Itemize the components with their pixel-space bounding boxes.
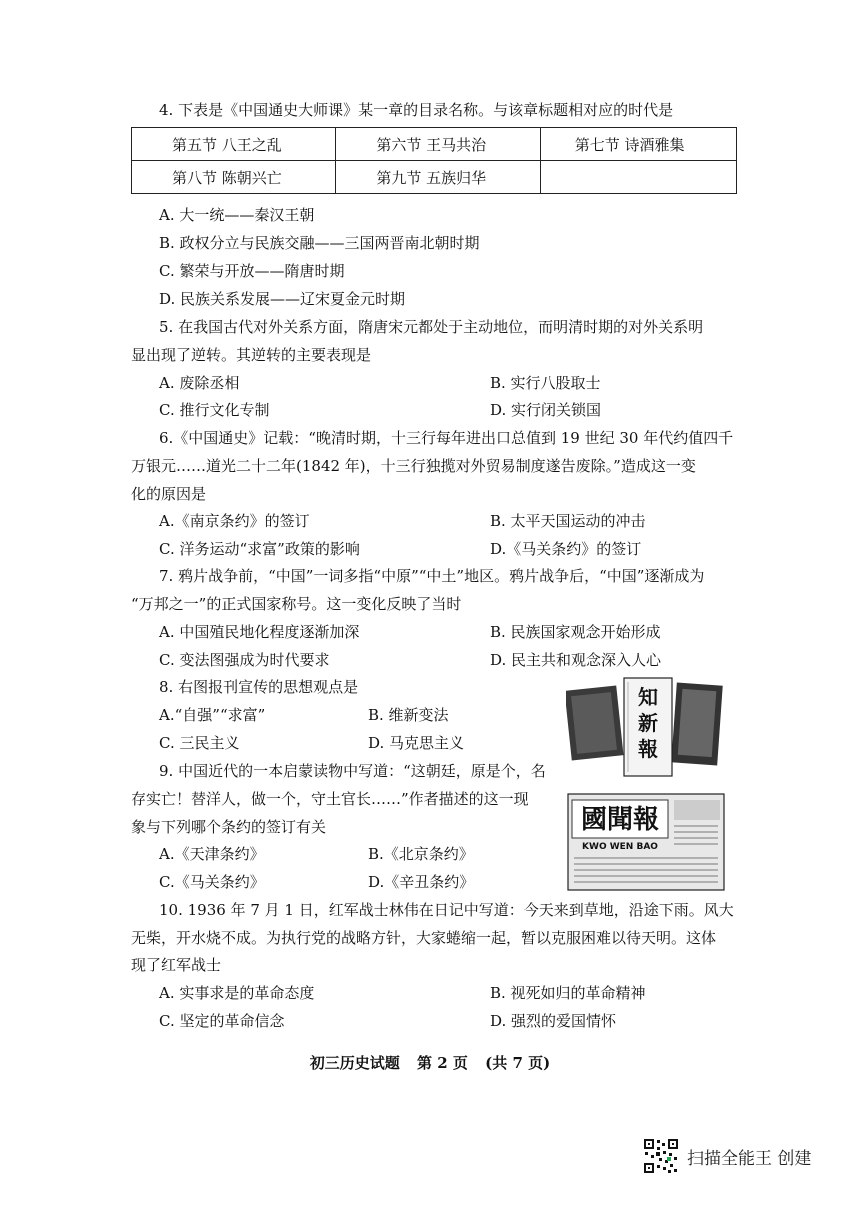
footer-page: 第 2 页 bbox=[417, 1054, 468, 1072]
dark-book-icon bbox=[671, 682, 722, 765]
table-cell: 第五节 八王之乱 bbox=[132, 128, 336, 161]
q6-option-c: C. 洋务运动“求富”政策的影响 bbox=[159, 540, 360, 558]
q4-option-b: B. 政权分立与民族交融——三国两晋南北朝时期 bbox=[159, 234, 480, 252]
q7-stem-line2: “万邦之一”的正式国家称号。这一变化反映了当时 bbox=[131, 595, 462, 613]
table-row bbox=[132, 161, 737, 194]
q7-stem-line1: 7. 鸦片战争前，“中国”一词多指“中原”“中土”地区。鸦片战争后，“中国”逐渐成为 bbox=[159, 567, 705, 585]
q9-stem-line2: 存实亡！替洋人，做一个，守土官长……”作者描述的这一现 bbox=[131, 790, 529, 808]
q10-option-a: A. 实事求是的革命态度 bbox=[159, 984, 315, 1002]
table-cell: 第九节 五族归华 bbox=[336, 161, 540, 194]
q6-option-d: D.《马关条约》的签订 bbox=[490, 540, 642, 558]
q4-option-d: D. 民族关系发展——辽宋夏金元时期 bbox=[159, 290, 406, 308]
newspaper-title-glyph: 報 bbox=[638, 737, 658, 761]
q7-option-b: B. 民族国家观念开始形成 bbox=[490, 623, 661, 641]
qr-code-icon bbox=[643, 1138, 679, 1174]
table-cell: 第七节 诗酒雅集 bbox=[540, 128, 736, 161]
newspaper-title-glyph: 新 bbox=[638, 711, 658, 735]
watermark-text: 扫描全能王 创建 bbox=[687, 1148, 812, 1169]
q10-option-b: B. 视死如归的革命精神 bbox=[490, 984, 646, 1002]
q10-stem-line3: 现了红军战士 bbox=[131, 956, 222, 974]
q9-stem-line1: 9. 中国近代的一本启蒙读物中写道：“这朝廷，原是个，名 bbox=[159, 762, 546, 780]
q5-option-d: D. 实行闭关锁国 bbox=[490, 401, 602, 419]
table-row bbox=[132, 128, 737, 161]
q5-option-a: A. 废除丞相 bbox=[159, 374, 240, 392]
q4-option-a: A. 大一统——秦汉王朝 bbox=[159, 206, 315, 224]
q8-option-b: B. 维新变法 bbox=[368, 706, 449, 724]
q6-stem-line1: 6.《中国通史》记载：“晚清时期，十三行每年进出口总值到 19 世纪 30 年代约值四千 bbox=[159, 429, 734, 447]
q9-option-d: D.《辛丑条约》 bbox=[368, 873, 475, 891]
page-footer bbox=[0, 1052, 860, 1073]
q7-option-d: D. 民主共和观念深入人心 bbox=[490, 651, 662, 669]
q10-option-c: C. 坚定的革命信念 bbox=[159, 1012, 285, 1030]
q7-option-a: A. 中国殖民地化程度逐渐加深 bbox=[159, 623, 360, 641]
q9-stem-line3: 象与下列哪个条约的签订有关 bbox=[131, 818, 327, 836]
q10-stem-line1: 10. 1936 年 7 月 1 日，红军战士林伟在日记中写道：今天来到草地，沿途下雨。风大 bbox=[159, 901, 734, 919]
scanner-watermark bbox=[643, 1138, 811, 1174]
table-cell bbox=[540, 161, 736, 194]
q9-option-b: B.《北京条约》 bbox=[368, 845, 474, 863]
newspaper-title-char bbox=[638, 685, 658, 761]
zhixinbao-newspaper bbox=[624, 678, 672, 776]
q5-option-c: C. 推行文化专制 bbox=[159, 401, 270, 419]
q10-stem-line2: 无柴，开水烧不成。为执行党的战略方针，大家蜷缩一起，暂以克服困难以待天明。这体 bbox=[131, 929, 717, 947]
q9-option-a: A.《天津条约》 bbox=[159, 845, 265, 863]
newspaper-title-glyph: 知 bbox=[638, 685, 658, 709]
q4-stem: 4. 下表是《中国通史大师课》某一章的目录名称。与该章标题相对应的时代是 bbox=[159, 101, 674, 119]
q8-stem: 8. 右图报刊宣传的思想观点是 bbox=[159, 678, 359, 696]
q7-option-c: C. 变法图强成为时代要求 bbox=[159, 651, 330, 669]
newspaper-romanization: KWO WEN BAO bbox=[582, 842, 658, 852]
newspaper-figure bbox=[566, 676, 726, 894]
q5-stem-line1: 5. 在我国古代对外关系方面，隋唐宋元都处于主动地位，而明清时期的对外关系明 bbox=[159, 318, 704, 336]
footer-total: (共 7 页) bbox=[485, 1054, 551, 1072]
table-cell: 第六节 王马共治 bbox=[336, 128, 540, 161]
newspaper-title-char: 國聞報 bbox=[580, 805, 660, 835]
q4-table bbox=[131, 127, 737, 194]
q4-option-c: C. 繁荣与开放——隋唐时期 bbox=[159, 262, 345, 280]
q8-option-d: D. 马克思主义 bbox=[368, 734, 465, 752]
q6-option-a: A.《南京条约》的签订 bbox=[159, 512, 310, 530]
q6-stem-line3: 化的原因是 bbox=[131, 485, 207, 503]
dark-book-icon bbox=[566, 685, 624, 760]
q10-option-d: D. 强烈的爱国情怀 bbox=[490, 1012, 617, 1030]
footer-title: 初三历史试题 bbox=[309, 1054, 400, 1072]
guowenbao-newspaper bbox=[568, 794, 724, 890]
q6-option-b: B. 太平天国运动的冲击 bbox=[490, 512, 646, 530]
q5-stem-line2: 显出现了逆转。其逆转的主要表现是 bbox=[131, 346, 372, 364]
q6-stem-line2: 万银元……道光二十二年(1842 年)，十三行独揽对外贸易制度遂告废除。”造成这一变 bbox=[131, 457, 696, 475]
q8-option-c: C. 三民主义 bbox=[159, 734, 240, 752]
table-cell: 第八节 陈朝兴亡 bbox=[132, 161, 336, 194]
q5-option-b: B. 实行八股取士 bbox=[490, 374, 601, 392]
q8-option-a: A.“自强”“求富” bbox=[159, 706, 266, 724]
q9-option-c: C.《马关条约》 bbox=[159, 873, 265, 891]
